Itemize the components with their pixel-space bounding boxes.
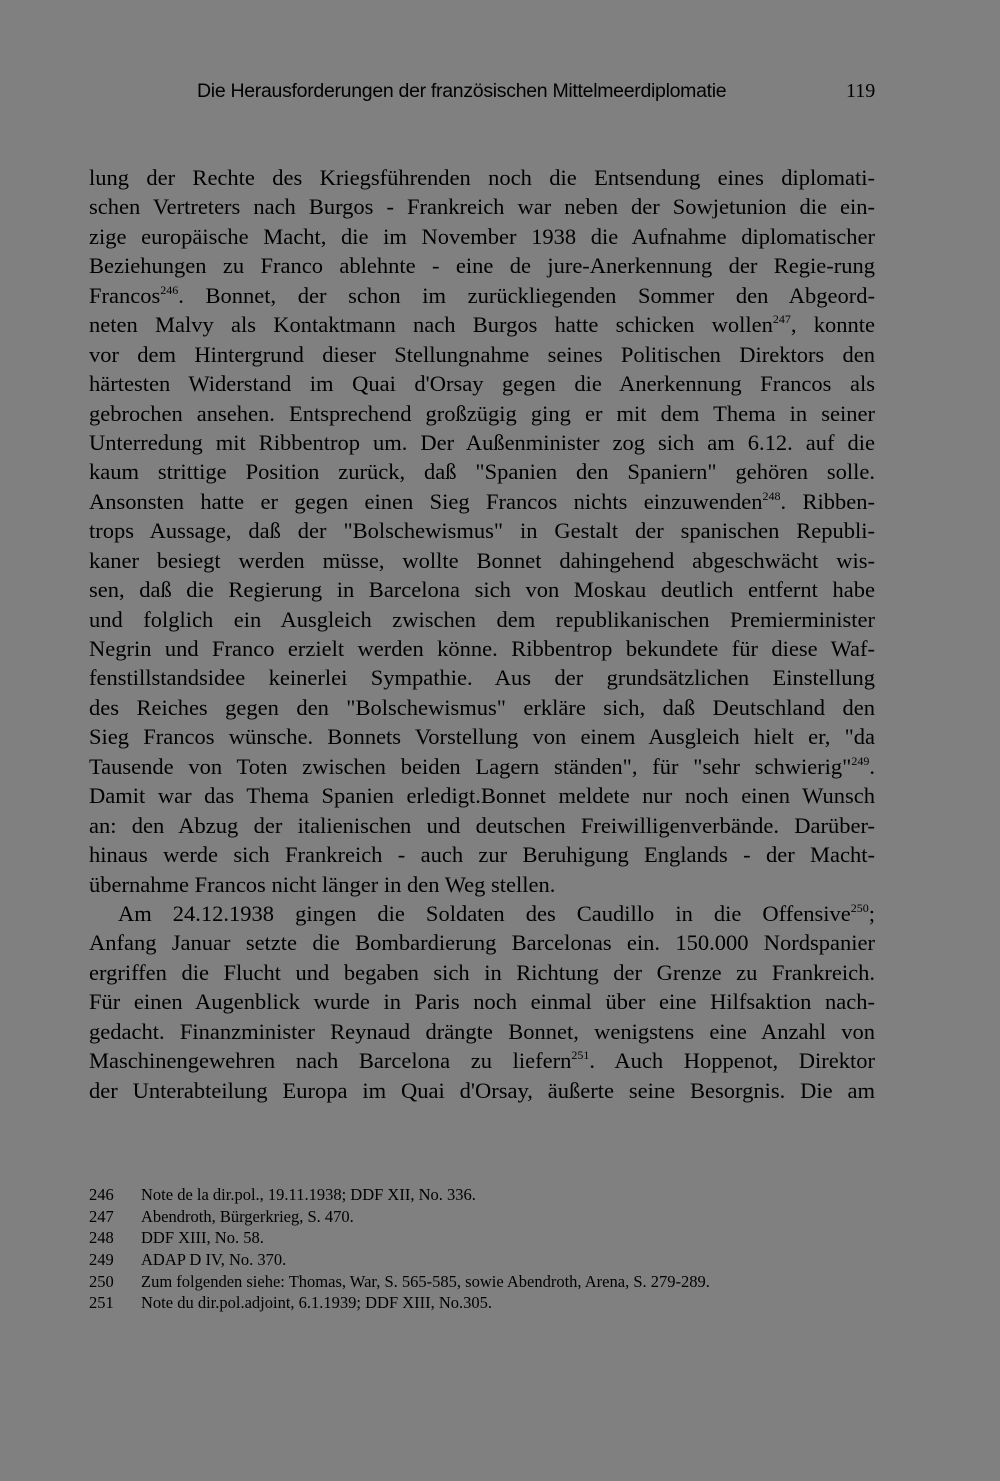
footnote-number: 247 [89, 1206, 114, 1226]
text-line [89, 192, 875, 221]
text-line [89, 781, 875, 810]
line-text: Negrin und Franco erzielt werden könne. Ribbentrop bekundete für diese Waf- [89, 636, 875, 661]
line-text: schen Vertreters nach Burgos - Frankreich war neben der Sowjetunion die ein- [89, 194, 875, 220]
text-line [89, 310, 875, 339]
text-line [89, 1046, 875, 1075]
footnote-number: 248 [89, 1228, 114, 1248]
text-line [89, 281, 875, 310]
line-text: trops Aussage, daß der "Bolschewismus" in Gestalt der spanischen Republi- [89, 518, 875, 544]
line-text: Ansonsten hatte er gegen einen Sieg Francos nichts einzuwenden [89, 488, 763, 514]
page-header [0, 80, 1000, 110]
line-text: fenstillstandsidee keinerlei Sympathie. Aus der grundsätzlichen Einstellung [89, 665, 875, 691]
footnote [89, 1206, 889, 1228]
text-line [89, 928, 875, 957]
footnote-reference: 247 [772, 312, 791, 327]
text-line [89, 870, 875, 899]
text-line [89, 399, 875, 428]
text-line [89, 634, 875, 663]
line-text: Damit war das Thema Spanien erledigt.Bonnet meldete nur noch einen Wunsch [89, 783, 875, 809]
line-text: kaner besiegt werden müsse, wollte Bonnet dahingehend abgeschwächt wis- [89, 547, 875, 573]
line-text: und folglich ein Ausgleich zwischen dem republikanischen Premierminister [89, 606, 875, 632]
footnote-reference: 250 [850, 900, 869, 915]
footnote-number: 250 [89, 1271, 114, 1291]
line-text-continued: , konnte [790, 312, 875, 338]
text-line [89, 722, 875, 751]
line-text: härtesten Widerstand im Quai d'Orsay gegen die Anerkennung Francos als [89, 371, 875, 397]
footnote-number: 246 [89, 1185, 114, 1204]
line-text: Unterredung mit Ribbentrop um. Der Außenminister zog sich am 6.12. auf die [89, 429, 875, 455]
line-text: Francos [89, 282, 161, 308]
line-text-continued: . Bonnet, der schon im zurückliegenden Sommer den Abgeord- [178, 282, 875, 308]
line-text: neten Malvy als Kontaktmann nach Burgos hatte schicken wollen [89, 312, 773, 338]
text-line [89, 251, 875, 280]
line-text: Anfang Januar setzte die Bombardierung Barcelonas ein. 150.000 Nordspanier [89, 930, 875, 956]
footnote [89, 1184, 889, 1206]
footnote-number: 251 [89, 1293, 114, 1313]
line-text: zige europäische Macht, die im November 1938 die Aufnahme diplomatischer [89, 223, 875, 249]
line-text-continued: . Auch Hoppenot, Direktor [589, 1048, 875, 1074]
text-line [89, 1076, 875, 1105]
line-text: kaum strittige Position zurück, daß "Spanien den Spaniern" gehören solle. [89, 459, 875, 485]
text-line [89, 222, 875, 251]
footnotes [89, 1184, 889, 1314]
line-text: Maschinengewehren nach Barcelona zu liefern [89, 1048, 572, 1074]
footnote-reference: 249 [851, 753, 870, 768]
text-line [89, 163, 875, 192]
text-line [89, 369, 875, 398]
text-line [89, 752, 875, 781]
footnote-text: ADAP D IV, No. 370. [141, 1250, 287, 1270]
line-text: Tausende von Toten zwischen beiden Lagern ständen", für "sehr schwierig" [89, 753, 852, 779]
footnote-number: 249 [89, 1250, 114, 1270]
line-text: sen, daß die Regierung in Barcelona sich von Moskau deutlich entfernt habe [89, 577, 875, 603]
page-number: 119 [846, 80, 876, 102]
line-text: gedacht. Finanzminister Reynaud drängte Bonnet, wenigstens eine Anzahl von [89, 1018, 875, 1044]
text-line [89, 605, 875, 634]
line-text: Am 24.12.1938 gingen die Soldaten des Caudillo in die Offensive [118, 900, 851, 926]
footnote [89, 1249, 889, 1271]
text-line [89, 958, 875, 987]
line-text: an: den Abzug der italienischen und deutschen Freiwilligenverbände. Darüber- [89, 812, 875, 838]
text-line [89, 1017, 875, 1046]
text-line [89, 899, 875, 928]
footnote-reference: 251 [571, 1048, 590, 1063]
line-text: Beziehungen zu Franco ablehnte - eine de jure-Anerkennung der Regie-rung [89, 253, 875, 279]
text-line [89, 663, 875, 692]
text-line [89, 546, 875, 575]
line-text: lung der Rechte des Kriegsführenden noch die Entsendung eines diplomati- [89, 165, 875, 190]
line-text: hinaus werde sich Frankreich - auch zur Beruhigung Englands - der Macht- [89, 842, 875, 868]
line-text-continued: . Ribben- [780, 488, 875, 514]
footnote-text: Note du dir.pol.adjoint, 6.1.1939; DDF XIII, No.305. [141, 1293, 493, 1313]
footnote-text: Note de la dir.pol., 19.11.1938; DDF XII, No. 336. [141, 1185, 476, 1204]
footnote [89, 1227, 889, 1249]
text-line [89, 840, 875, 869]
text-line [89, 693, 875, 722]
line-text: des Reiches gegen den "Bolschewismus" erkläre sich, daß Deutschland den [89, 694, 875, 720]
text-line [89, 457, 875, 486]
line-text: vor dem Hintergrund dieser Stellungnahme seines Politischen Direktors den [89, 341, 875, 367]
line-text-continued: . [869, 753, 875, 779]
text-line [89, 987, 875, 1016]
line-text: gebrochen ansehen. Entsprechend großzügig ging er mit dem Thema in seiner [89, 400, 875, 426]
footnote [89, 1271, 889, 1293]
text-line [89, 428, 875, 457]
running-title: Die Herausforderungen der französischen Mittelmeerdiplomatie [197, 80, 727, 102]
footnote-reference: 246 [160, 282, 179, 297]
line-text-continued: ; [868, 900, 875, 926]
footnote-reference: 248 [762, 488, 781, 503]
text-line [89, 340, 875, 369]
text-line [89, 811, 875, 840]
line-text: ergriffen die Flucht und begaben sich in Richtung der Grenze zu Frankreich. [89, 959, 875, 985]
footnote-text: Zum folgenden siehe: Thomas, War, S. 565-585, sowie Abendroth, Arena, S. 279-289. [141, 1271, 710, 1291]
text-line [89, 516, 875, 545]
line-text: Sieg Francos wünsche. Bonnets Vorstellung von einem Ausgleich hielt er, "da [89, 724, 875, 750]
line-text: Für einen Augenblick wurde in Paris noch einmal über eine Hilfsaktion nach- [89, 989, 875, 1015]
footnote-text: DDF XIII, No. 58. [141, 1228, 264, 1248]
body-text [89, 163, 875, 1105]
footnote [89, 1292, 889, 1314]
line-text: übernahme Francos nicht länger in den Weg stellen. [89, 871, 556, 897]
line-text: der Unterabteilung Europa im Quai d'Orsay, äußerte seine Besorgnis. Die am [89, 1077, 875, 1103]
footnote-text: Abendroth, Bürgerkrieg, S. 470. [141, 1206, 354, 1226]
text-line [89, 487, 875, 516]
text-line [89, 575, 875, 604]
